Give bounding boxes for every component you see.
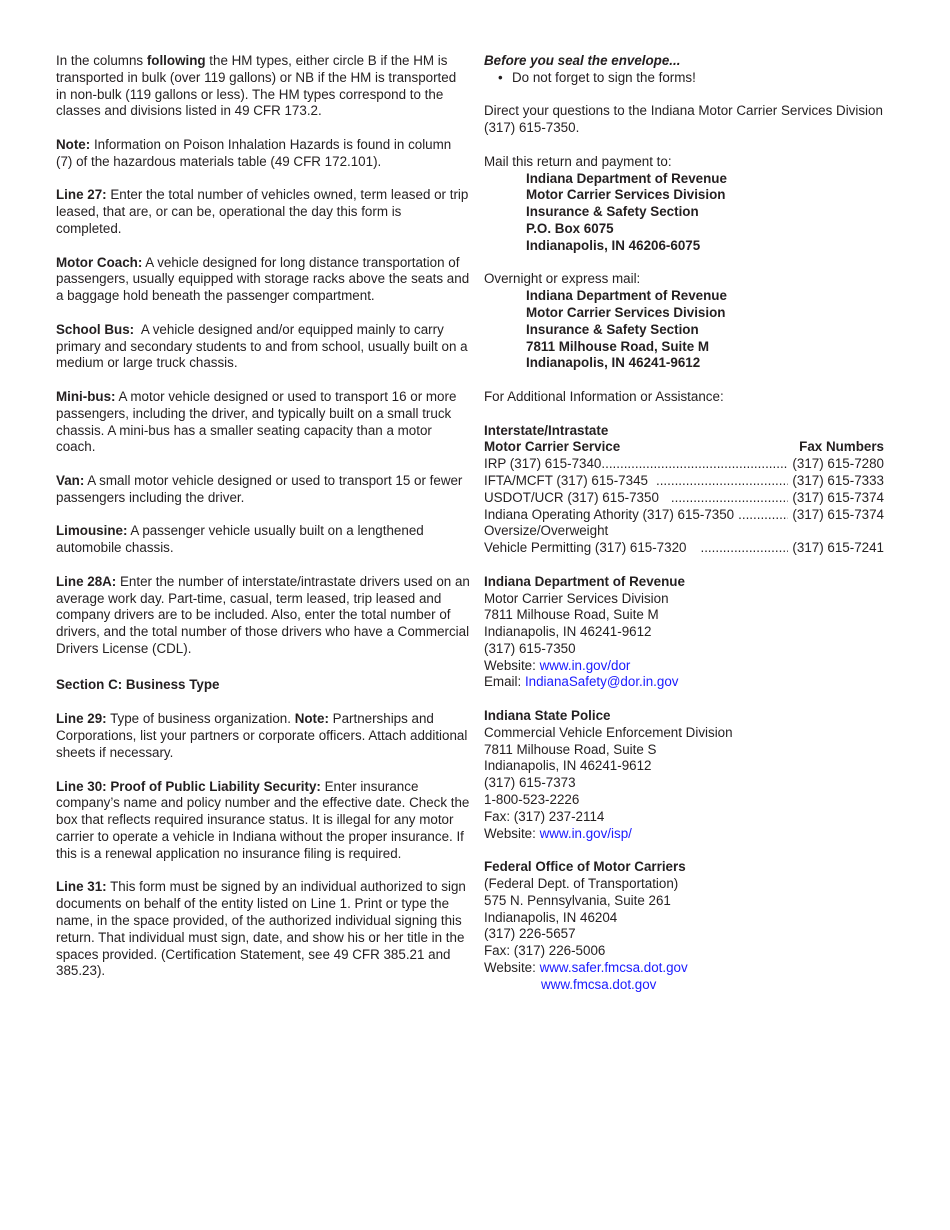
- isp-line: Commercial Vehicle Enforcement Division: [484, 724, 733, 740]
- table-heading: Interstate/Intrastate: [484, 422, 609, 438]
- fmc-phone: (317) 226-5657: [484, 926, 576, 942]
- note-paragraph: Note: Information on Poison Inhalation Hazards is found in column (7) of the hazardous materials table (49 CFR 172.101).: [56, 136, 452, 169]
- table-row: USDOT/UCR (317) 615-7350 ..... (317) 615-7374: [484, 490, 884, 507]
- table-row: IFTA/MCFT (317) 615-7345 ..... (317) 615-7333: [484, 473, 884, 490]
- overnight-line: Insurance & Safety Section: [526, 321, 699, 337]
- isp-phone: (317) 615-7373: [484, 775, 576, 791]
- fmc-fax: Fax: (317) 226-5006: [484, 943, 606, 959]
- overnight-line: Motor Carrier Services Division: [526, 304, 726, 320]
- isp-line: Indianapolis, IN 46241-9612: [484, 758, 652, 774]
- fmc-contact: [484, 859, 884, 993]
- hm-paragraph: In the columns following the HM types, either circle B if the HM is transported in bulk (over 119 gallons) or NB if the HM is transported in non-bulk (119 gallons or less). The HM types correspond to the classes and divisions listed in 49 CFR 173.2.: [56, 53, 457, 119]
- isp-phone: 1-800-523-2226: [484, 792, 580, 808]
- table-row: Indiana Operating Athority (317) 615-7350 ..... (317) 615-7374: [484, 507, 884, 524]
- isp-website-link[interactable]: www.in.gov/isp/: [539, 825, 632, 841]
- seal-title: Before you seal the envelope...: [484, 53, 681, 68]
- overnight-intro: Overnight or express mail:: [484, 271, 641, 287]
- table-row: IRP (317) 615-7340 ..... (317) 615-7280: [484, 456, 884, 473]
- bullet-icon: •: [498, 69, 503, 85]
- motor-coach-paragraph: Motor Coach: A vehicle designed for long distance transportation of passengers, usually equipped with storage racks above the seats and a baggage hold beneath the passenger compartment.: [56, 254, 470, 304]
- service-column-header: Motor Carrier Service: [484, 439, 621, 455]
- fmc-website-2: [484, 977, 884, 994]
- mail-line: Motor Carrier Services Division: [526, 187, 726, 203]
- dor-email-link[interactable]: IndianaSafety@dor.in.gov: [524, 674, 679, 690]
- additional-info: For Additional Information or Assistance:: [484, 388, 724, 404]
- table-header-row: [484, 439, 884, 456]
- section-c-heading: Section C: Business Type: [56, 676, 220, 692]
- dor-line: Indianapolis, IN 46241-9612: [484, 624, 652, 640]
- dor-email: Email: IndianaSafety@dor.in.gov: [484, 674, 679, 690]
- questions-paragraph: Direct your questions to the Indiana Motor Carrier Services Division (317) 615-7350.: [484, 103, 883, 136]
- fmc-title: Federal Office of Motor Carriers: [484, 859, 686, 875]
- mail-intro: Mail this return and payment to:: [484, 153, 672, 169]
- fmc-website: Website: www.safer.fmcsa.dot.gov: [484, 960, 688, 976]
- mail-line: P.O. Box 6075: [526, 220, 614, 236]
- seal-bullet: • Do not forget to sign the forms!: [498, 69, 696, 85]
- dor-line: 7811 Milhouse Road, Suite M: [484, 607, 659, 623]
- isp-fax: Fax: (317) 237-2114: [484, 808, 605, 824]
- overnight-line: Indiana Department of Revenue: [526, 288, 727, 304]
- oversize-label: Oversize/Overweight: [484, 523, 609, 539]
- fmc-line: 575 N. Pennsylvania, Suite 261: [484, 892, 671, 908]
- dor-contact: [484, 574, 884, 692]
- dor-phone: (317) 615-7350: [484, 640, 576, 656]
- line27-paragraph: Line 27: Enter the total number of vehicles owned, term leased or trip leased, that are, or can be, operational the day this form is completed.: [56, 187, 469, 236]
- isp-website: Website: www.in.gov/isp/: [484, 825, 632, 841]
- fmc-line: (Federal Dept. of Transportation): [484, 876, 679, 892]
- school-bus-paragraph: School Bus: A vehicle designed and/or equipped mainly to carry primary and secondary students to and from school, usually built on a medium or large truck chassis.: [56, 321, 472, 371]
- fmc-website-link-2[interactable]: www.fmcsa.dot.gov: [541, 976, 657, 992]
- table-row: Vehicle Permitting (317) 615-7320 ..... (317) 615-7241: [484, 540, 884, 557]
- dor-website-link[interactable]: www.in.gov/dor: [539, 657, 631, 673]
- overnight-address: [484, 288, 884, 372]
- mini-bus-paragraph: Mini-bus: A motor vehicle designed or used to transport 16 or more passengers, including the driver, and typically built on a small truck chassis. A mini-bus has a smaller seating capacity than a motor coach.: [56, 388, 457, 455]
- fmc-line: Indianapolis, IN 46204: [484, 909, 618, 925]
- mail-line: Insurance & Safety Section: [526, 204, 699, 220]
- isp-title: Indiana State Police: [484, 708, 611, 724]
- fmc-website-link[interactable]: www.safer.fmcsa.dot.gov: [539, 960, 688, 976]
- overnight-line: Indianapolis, IN 46241-9612: [526, 355, 701, 371]
- overnight-line: 7811 Milhouse Road, Suite M: [526, 338, 710, 354]
- right-column: [484, 53, 884, 994]
- mail-line: Indianapolis, IN 46206-6075: [526, 237, 701, 253]
- limousine-paragraph: Limousine: A passenger vehicle usually built on a lengthened automobile chassis.: [56, 523, 424, 556]
- line28a-paragraph: Line 28A: Enter the number of interstate/intrastate drivers used on an average work day. Part-time, casual, term leased, trip leased and company drivers are to be included. Also, enter the total number of drivers, and the total number of those drivers who have a Commercial Drivers License (CDL).: [56, 573, 470, 656]
- fax-column-header: Fax Numbers: [799, 439, 884, 455]
- dor-website: Website: www.in.gov/dor: [484, 657, 631, 673]
- isp-contact: [484, 708, 884, 842]
- mail-address: [484, 171, 884, 255]
- line29-paragraph: Line 29: Type of business organization. Note: Partnerships and Corporations, list your partners or corporate officers. Attach additional sheets if necessary.: [56, 711, 468, 761]
- line30-paragraph: Line 30: Proof of Public Liability Security: Enter insurance company’s name and policy number and the effective date. Check the box that reflects required insurance status. It is illegal for any motor carrier to operate a vehicle in Indiana without the proper insurance. If this is a renewal application no insurance filing is required.: [56, 778, 470, 861]
- left-column: [56, 53, 470, 980]
- van-paragraph: Van: A small motor vehicle designed or used to transport 15 or fewer passengers including the driver.: [56, 472, 463, 505]
- contact-table: [484, 423, 884, 557]
- line31-paragraph: Line 31: This form must be signed by an individual authorized to sign documents on behalf of the entity listed on Line 1. Print or type the name, in the space provided, of the authorized individual signing this return. That individual must sign, date, and show his or her title in the spaces provided. (Certification Statement, see 49 CFR 385.21 and 385.23).: [56, 879, 466, 979]
- mail-line: Indiana Department of Revenue: [526, 170, 727, 186]
- dor-line: Motor Carrier Services Division: [484, 590, 669, 606]
- dor-title: Indiana Department of Revenue: [484, 573, 685, 589]
- isp-line: 7811 Milhouse Road, Suite S: [484, 741, 657, 757]
